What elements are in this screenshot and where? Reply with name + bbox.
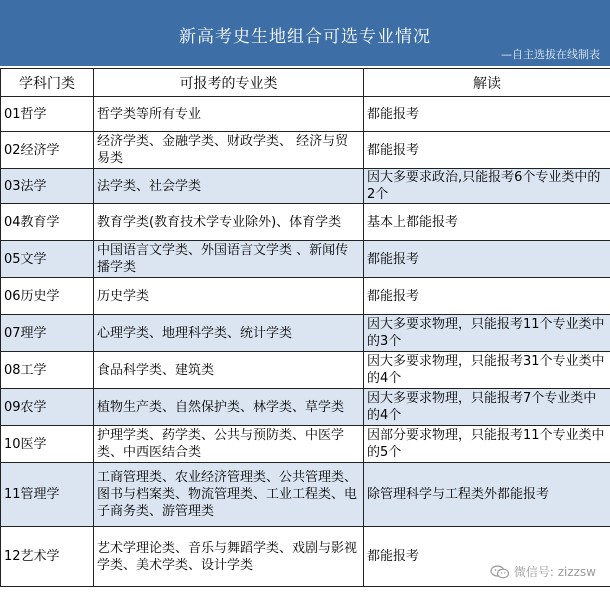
category-cell: 05文学 — [1, 241, 94, 278]
header-note: 解读 — [364, 69, 610, 97]
majors-cell: 植物生产类、自然保护类、林学类、草学类 — [94, 389, 364, 426]
majors-cell: 历史学类 — [94, 278, 364, 315]
majors-cell: 食品科学类、建筑类 — [94, 352, 364, 389]
category-cell: 02经济学 — [1, 132, 94, 169]
note-cell: 都能报考 — [364, 241, 610, 278]
majors-cell: 哲学类等所有专业 — [94, 97, 364, 132]
majors-cell: 心理学类、地理科学类、统计学类 — [94, 315, 364, 352]
category-cell: 07理学 — [1, 315, 94, 352]
note-cell: 因大多要求物理，只能报考11个专业类中的3个 — [364, 315, 610, 352]
table-row — [1, 463, 610, 527]
note-cell: 因大多要求物理，只能报考7个专业类中的4个 — [364, 389, 610, 426]
page-title: 新高考史生地组合可选专业情况 — [179, 27, 431, 47]
table-row — [1, 241, 610, 278]
majors-cell: 教育学类(教育技术学专业除外)、体育学类 — [94, 204, 364, 241]
note-cell: 都能报考 — [364, 527, 610, 587]
note-cell: 都能报考 — [364, 132, 610, 169]
note-cell: 都能报考 — [364, 97, 610, 132]
majors-cell: 法学类、社会学类 — [94, 169, 364, 204]
note-cell: 因部分要求物理，只能报考11个专业类中的5个 — [364, 426, 610, 463]
table-row — [1, 278, 610, 315]
table-row — [1, 169, 610, 204]
table-row — [1, 352, 610, 389]
table-row — [1, 204, 610, 241]
note-cell: 都能报考 — [364, 278, 610, 315]
watermark-text: 微信号: zizzsw — [513, 565, 596, 579]
note-cell: 因大多要求物理，只能报考31个专业类中的4个 — [364, 352, 610, 389]
majors-cell: 艺术学理论类、音乐与舞蹈学类、戏剧与影视学类、美术学类、设计学类 — [94, 527, 364, 587]
majors-cell: 工商管理类、农业经济管理类、公共管理类、图书与档案类、物流管理类、工业工程类、电子商务类、游管理类 — [94, 463, 364, 527]
note-cell: 因大多要求政治,只能报考6个专业类中的2个 — [364, 169, 610, 204]
table-row — [1, 132, 610, 169]
category-cell: 04教育学 — [1, 204, 94, 241]
category-cell: 03法学 — [1, 169, 94, 204]
majors-cell: 中国语言文学类、外国语言文学类 、新闻传播学类 — [94, 241, 364, 278]
majors-cell: 经济学类、金融学类、财政学类、 经济与贸易类 — [94, 132, 364, 169]
category-cell: 09农学 — [1, 389, 94, 426]
category-cell: 12艺术学 — [1, 527, 94, 587]
category-cell: 01哲学 — [1, 97, 94, 132]
note-cell: 基本上都能报考 — [364, 204, 610, 241]
credit-line: —自主选拔在线制表 — [501, 48, 600, 61]
category-cell: 10医学 — [1, 426, 94, 463]
header-row — [1, 69, 610, 97]
header-majors: 可报考的专业类 — [94, 69, 364, 97]
category-cell: 08工学 — [1, 352, 94, 389]
table-row — [1, 389, 610, 426]
table-row — [1, 97, 610, 132]
majors-cell: 护理学类、药学类、公共与预防类、中医学类、中西医结合类 — [94, 426, 364, 463]
category-cell: 11管理学 — [1, 463, 94, 527]
wechat-icon — [490, 565, 510, 579]
category-cell: 06历史学 — [1, 278, 94, 315]
header-category: 学科门类 — [1, 69, 94, 97]
majors-table — [0, 68, 610, 587]
table-row — [1, 315, 610, 352]
watermark — [490, 563, 596, 580]
title-banner — [0, 0, 610, 66]
table-row — [1, 426, 610, 463]
note-cell: 除管理科学与工程类外都能报考 — [364, 463, 610, 527]
